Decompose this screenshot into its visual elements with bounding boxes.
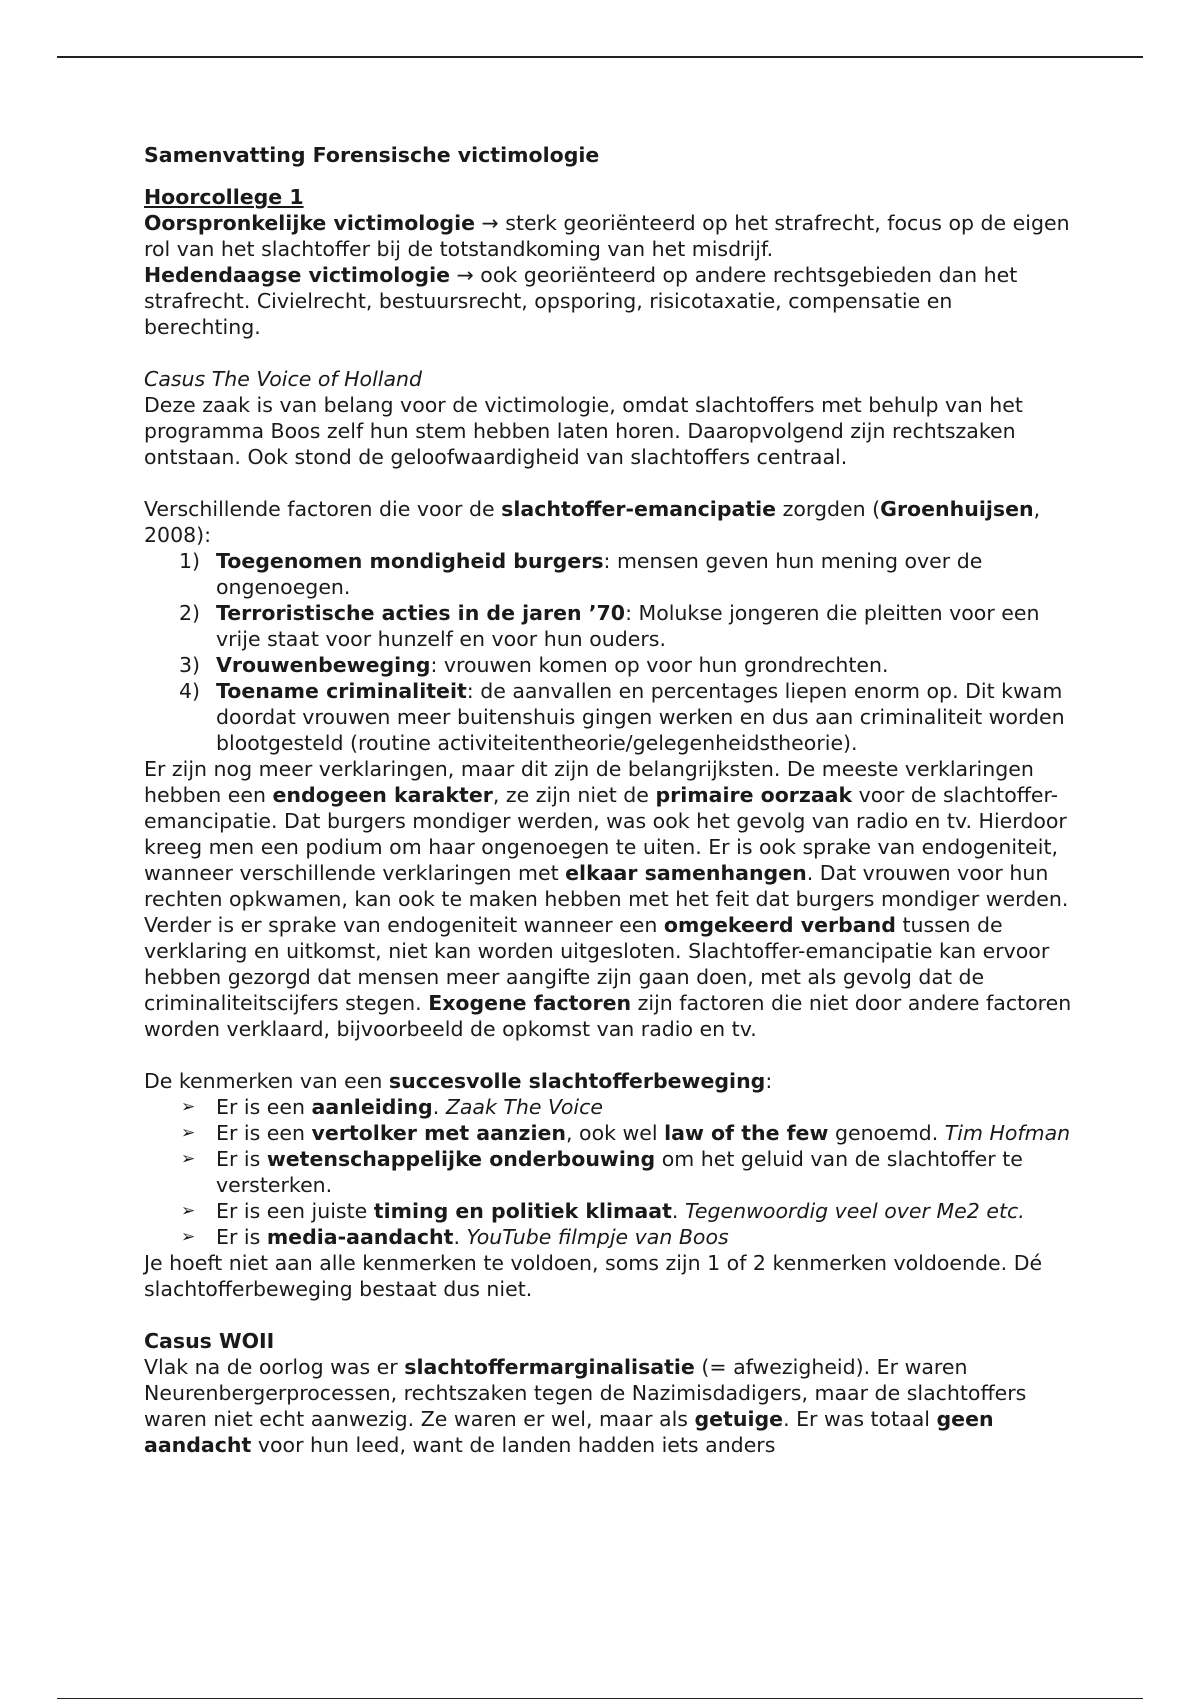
list-item: 4) Toename criminaliteit: de aanvallen en percentages liepen enorm op. Dit kwam doordat vrouwen meer buitenshuis gingen werken en dus aan criminaliteit worden blootgesteld (routine activiteitentheorie/gelegenheidstheorie).	[179, 679, 1065, 755]
list-item: ➢ Er is een aanleiding. Zaak The Voice	[181, 1095, 603, 1119]
list-item: ➢ Er is media-aandacht. YouTube filmpje van Boos	[181, 1225, 729, 1249]
arrow-bullet-icon: ➢	[181, 1149, 196, 1169]
characteristics-intro: De kenmerken van een succesvolle slachtofferbeweging:	[144, 1069, 773, 1093]
list-item: 2) Terroristische acties in de jaren ’70: Molukse jongeren die pleitten voor een vrije staat voor hunzelf en voor hun ouders.	[179, 601, 1040, 651]
arrow-bullet-icon: ➢	[181, 1201, 196, 1221]
document-body	[144, 142, 1074, 1458]
arrow-bullet-icon: ➢	[181, 1097, 196, 1117]
footer-rule	[57, 1698, 1143, 1699]
characteristics-outro: Je hoeft niet aan alle kenmerken te voldoen, soms zijn 1 of 2 kenmerken voldoende. Dé slachtofferbeweging bestaat dus niet.	[144, 1251, 1043, 1301]
paragraph-modern-victimology: Hedendaagse victimologie → ook georiënteerd op andere rechtsgebieden dan het strafrecht. Civielrecht, bestuursrecht, opsporing, risicotaxatie, compensatie en berechting.	[144, 263, 1018, 339]
list-item: ➢ Er is wetenschappelijke onderbouwing om het geluid van de slachtoffer te versterken.	[181, 1147, 1023, 1197]
term: Oorspronkelijke victimologie	[144, 211, 476, 235]
case-text: Deze zaak is van belang voor de victimologie, omdat slachtoffers met behulp van het programma Boos zelf hun stem hebben laten horen. Daaropvolgend zijn rechtszaken ontstaan. Ook stond de geloofwaardigheid van slachtoffers centraal.	[144, 393, 1023, 469]
arrow-bullet-icon: ➢	[181, 1123, 196, 1143]
case-title: Casus The Voice of Holland	[144, 367, 423, 391]
document-title: Samenvatting Forensische victimologie	[144, 143, 600, 167]
list-item: ➢ Er is een vertolker met aanzien, ook wel law of the few genoemd. Tim Hofman	[181, 1121, 1071, 1145]
list-item: ➢ Er is een juiste timing en politiek klimaat. Tegenwoordig veel over Me2 etc.	[181, 1199, 1025, 1223]
lecture-heading: Hoorcollege 1	[144, 185, 304, 209]
list-item: 1) Toegenomen mondigheid burgers: mensen geven hun mening over de ongenoegen.	[179, 549, 983, 599]
paragraph-original-victimology: Oorspronkelijke victimologie → sterk georiënteerd op het strafrecht, focus op de eigen rol van het slachtoffer bij de totstandkoming van het misdrijf.	[144, 211, 1070, 261]
case-woii-title: Casus WOII	[144, 1329, 275, 1353]
factors-list	[144, 548, 1074, 756]
header-rule	[57, 56, 1143, 58]
factors-intro: Verschillende factoren die voor de slachtoffer-emancipatie zorgden (Groenhuijsen, 2008):	[144, 497, 1041, 547]
case-woii-text: Vlak na de oorlog was er slachtoffermarginalisatie (= afwezigheid). Er waren Neurenbergerprocessen, rechtszaken tegen de Nazimisdadigers, maar de slachtoffers waren niet echt aanwezig. Ze waren er wel, maar als getuige. Er was totaal geen aandacht voor hun leed, want de landen hadden iets anders	[144, 1355, 1027, 1457]
term: Hedendaagse victimologie	[144, 263, 451, 287]
arrow-icon: →	[481, 211, 499, 235]
characteristics-list	[144, 1094, 1074, 1250]
explanation-paragraph: Er zijn nog meer verklaringen, maar dit zijn de belangrijksten. De meeste verklaringen hebben een endogeen karakter, ze zijn niet de primaire oorzaak voor de slachtoffer-emancipatie. Dat burgers mondiger werden, was ook het gevolg van radio en tv. Hierdoor kreeg men een podium om haar ongenoegen te uiten. Er is ook sprake van endogeniteit, wanneer verschillende verklaringen met elkaar samenhangen. Dat vrouwen voor hun rechten opkwamen, kan ook te maken hebben met het feit dat burgers mondiger werden. Verder is er sprake van endogeniteit wanneer een omgekeerd verband tussen de verklaring en uitkomst, niet kan worden uitgesloten. Slachtoffer-emancipatie kan ervoor hebben gezorgd dat mensen meer aangifte zijn gaan doen, met als gevolg dat de criminaliteitscijfers stegen. Exogene factoren zijn factoren die niet door andere factoren worden verklaard, bijvoorbeeld de opkomst van radio en tv.	[144, 757, 1072, 1041]
arrow-icon: →	[456, 263, 474, 287]
arrow-bullet-icon: ➢	[181, 1227, 196, 1247]
list-item: 3) Vrouwenbeweging: vrouwen komen op voor hun grondrechten.	[179, 653, 889, 677]
